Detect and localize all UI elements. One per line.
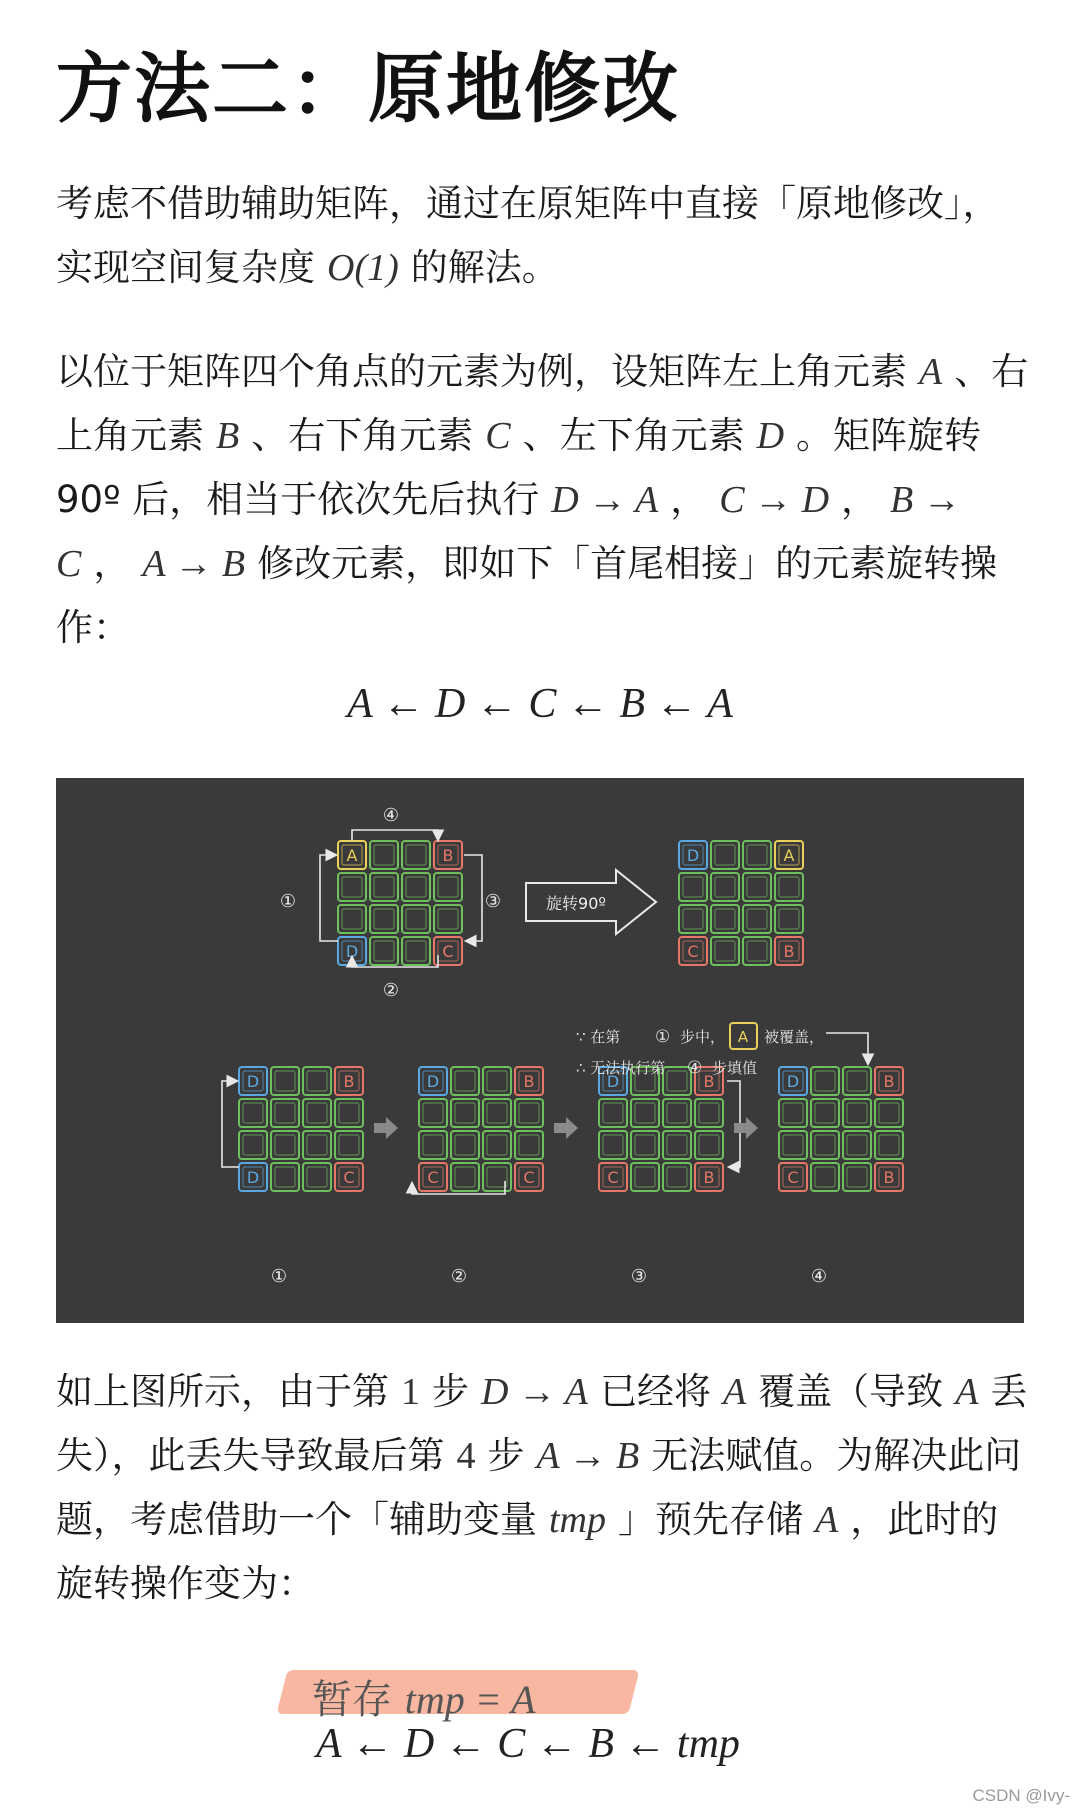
corner-letter: C	[343, 1168, 355, 1187]
grid-cell-inner	[406, 909, 426, 929]
grid-cell-inner	[455, 1071, 475, 1091]
circle-4-top: ④	[382, 805, 400, 826]
corner-letter: A	[346, 846, 358, 865]
math-a-to-b: A → B	[536, 1435, 640, 1477]
corner-letter: D	[345, 942, 359, 961]
step-transition-arrow-1	[374, 1117, 398, 1139]
math-a: A	[955, 1371, 979, 1413]
grid-cell-inner	[715, 845, 735, 865]
arrow-step4-top	[352, 830, 438, 841]
text: ，	[841, 478, 879, 521]
corner-letter: D	[686, 846, 700, 865]
math-a: A	[722, 1371, 747, 1413]
grid-cell-inner	[783, 1135, 803, 1155]
grid-cell-inner	[423, 1103, 443, 1123]
grid-cell-inner	[715, 909, 735, 929]
step-grid-4	[779, 1067, 903, 1191]
tmp-label: 暂存	[312, 1677, 392, 1723]
corner-letter: B	[783, 942, 795, 961]
grid-cell-inner	[847, 1103, 867, 1123]
grid-cell-inner	[487, 1135, 507, 1155]
grid-cell-inner	[603, 1103, 623, 1123]
step-label-2: ②	[450, 1266, 468, 1287]
page-title: 方法二：原地修改	[56, 44, 680, 133]
note-line1-c: 被覆盖，	[764, 1028, 825, 1046]
grid-cell-inner	[847, 1135, 867, 1155]
math-a: A	[815, 1499, 839, 1541]
math-step1: 1	[401, 1371, 420, 1413]
corner-letter: A	[783, 846, 795, 865]
grid-cell-inner	[747, 941, 767, 961]
step-grid-3	[599, 1067, 723, 1191]
step-transition-arrow-2	[554, 1117, 578, 1139]
rotation-equation: A ← D ← C ← B ← A	[347, 681, 733, 727]
grid-cell-inner	[699, 1103, 719, 1123]
grid-cell-inner	[275, 1071, 295, 1091]
text: ，	[93, 542, 131, 585]
grid-cell-inner	[307, 1135, 327, 1155]
grid-cell-inner	[815, 1103, 835, 1123]
corner-letter: B	[442, 846, 454, 865]
grid-cell-inner	[779, 877, 799, 897]
grid-cell-inner	[879, 1103, 899, 1123]
math-b-to-c: B → C	[56, 479, 961, 585]
text: ，	[670, 478, 708, 521]
tmp-equation-text	[312, 1668, 535, 1725]
corner-letter: D	[606, 1072, 620, 1091]
note-line2-circle: ④	[687, 1058, 703, 1078]
grid-cell-inner	[815, 1167, 835, 1187]
grid-cell-inner	[667, 1167, 687, 1187]
grid-cell-inner	[667, 1135, 687, 1155]
grid-cell-inner	[747, 909, 767, 929]
corner-paragraph	[56, 340, 1031, 660]
text: 、左下角元素	[522, 414, 745, 457]
corner-letter: B	[703, 1072, 715, 1091]
note-arrow	[826, 1033, 868, 1063]
tmp-expr: tmp = A	[404, 1677, 536, 1722]
grid-cell-inner	[635, 1103, 655, 1123]
math-step4: 4	[456, 1435, 476, 1477]
text: 如上图所示，由于第	[56, 1370, 389, 1413]
math-c-to-d: C → D	[719, 479, 830, 521]
grid-cell-inner	[374, 909, 394, 929]
step-label-4: ④	[810, 1266, 828, 1287]
rotation-diagram	[56, 778, 1024, 1323]
grid-cell-inner	[455, 1167, 475, 1187]
text: 」预先存储	[618, 1498, 803, 1541]
grid-cell-inner	[603, 1135, 623, 1155]
note-line1-circle: ①	[655, 1027, 671, 1047]
grid-cell-inner	[715, 877, 735, 897]
arrow-step3-top	[464, 855, 482, 941]
grid-cell-inner	[683, 909, 703, 929]
grid-cell-inner	[307, 1071, 327, 1091]
math-a: A	[919, 351, 943, 393]
grid-cell-inner	[667, 1071, 687, 1091]
grid-cell-inner	[715, 941, 735, 961]
rotation-figure	[56, 778, 1024, 1323]
corner-letter: C	[427, 1168, 439, 1187]
text: 修改元素，即如下「首尾相接」的元素旋转操作：	[56, 542, 998, 649]
grid-cell-inner	[747, 877, 767, 897]
math-b: B	[216, 415, 240, 457]
grid-cell-inner	[307, 1103, 327, 1123]
step-transition-arrow-3	[734, 1117, 758, 1139]
grid-cell-inner	[683, 877, 703, 897]
rotate-label: 旋转90º	[546, 894, 606, 913]
grid-cell-inner	[374, 877, 394, 897]
note-line2-a: ∴ 无法执行第	[576, 1059, 666, 1077]
grid-cell-inner	[339, 1135, 359, 1155]
grid-cell-inner	[406, 877, 426, 897]
circle-3-top: ③	[484, 891, 502, 912]
arrow-step1-top	[320, 855, 338, 941]
intro-paragraph	[56, 172, 1031, 300]
math-a-to-b: A → B	[142, 543, 246, 585]
corner-letter: B	[343, 1072, 355, 1091]
text: 、右下角元素	[251, 414, 474, 457]
corner-letter: D	[786, 1072, 800, 1091]
corner-letter: D	[246, 1072, 260, 1091]
watermark: CSDN @Ivy-	[972, 1786, 1070, 1805]
note-line1-a: ∵ 在第	[576, 1028, 621, 1046]
text: 考虑不借助辅助矩阵，通过在原矩阵中直接「原地修改」，实现空间复杂度	[56, 182, 1000, 289]
grid-cell-inner	[275, 1167, 295, 1187]
step-grid-2	[419, 1067, 543, 1191]
grid-cell-inner	[487, 1071, 507, 1091]
grid-cell-inner	[635, 1135, 655, 1155]
circle-2-top: ②	[382, 980, 400, 1001]
corner-letter: C	[523, 1168, 535, 1187]
grid-cell-inner	[374, 845, 394, 865]
grid-cell-inner	[438, 877, 458, 897]
grid-cell-inner	[815, 1135, 835, 1155]
grid-cell-inner	[879, 1135, 899, 1155]
grid-cell-inner	[275, 1103, 295, 1123]
corner-letter: B	[703, 1168, 715, 1187]
grid-cell-inner	[406, 941, 426, 961]
grid-cell-inner	[275, 1135, 295, 1155]
corner-letter: B	[883, 1168, 895, 1187]
grid-cell-inner	[243, 1135, 263, 1155]
text: 、右上角元素	[56, 350, 1029, 457]
math-tmp: tmp	[549, 1499, 606, 1541]
grid-cell-inner	[699, 1135, 719, 1155]
grid-cell-inner	[847, 1071, 867, 1091]
corner-letter: C	[787, 1168, 799, 1187]
grid-cell-inner	[455, 1135, 475, 1155]
grid-cell-inner	[339, 1103, 359, 1123]
math-d: D	[756, 415, 785, 457]
grid-cell-inner	[406, 845, 426, 865]
grid-cell-inner	[635, 1167, 655, 1187]
grid-cell-inner	[243, 1103, 263, 1123]
grid-cell-inner	[307, 1167, 327, 1187]
math-d-to-a: D → A	[551, 479, 659, 521]
grid-cell-inner	[374, 941, 394, 961]
step-grid-1	[239, 1067, 363, 1191]
text: 覆盖（导致	[758, 1370, 944, 1413]
text: 的解法。	[410, 246, 559, 289]
step-label-1: ①	[270, 1266, 288, 1287]
grid-cell-inner	[779, 909, 799, 929]
math-o1: O(1)	[327, 247, 399, 289]
corner-letter: D	[246, 1168, 260, 1187]
grid-cell-inner	[519, 1103, 539, 1123]
grid-cell-inner	[747, 845, 767, 865]
tmp-equation	[282, 1668, 642, 1723]
explanation-paragraph	[56, 1360, 1031, 1616]
grid-cell-inner	[667, 1103, 687, 1123]
corner-letter: B	[523, 1072, 535, 1091]
note-line1-box-text: A	[737, 1028, 749, 1046]
corner-letter: C	[687, 942, 699, 961]
grid-cell-inner	[455, 1103, 475, 1123]
note-line1-b: 步中，	[680, 1028, 726, 1046]
math-c: C	[485, 415, 511, 457]
arrow-step1	[222, 1081, 239, 1167]
tmp-rotation-equation: A ← D ← C ← B ← tmp	[316, 1721, 740, 1767]
corner-letter: D	[426, 1072, 440, 1091]
corner-letter: B	[883, 1072, 895, 1091]
corner-letter: C	[607, 1168, 619, 1187]
note-line2-b: 步填值	[712, 1059, 758, 1077]
grid-cell-inner	[423, 1135, 443, 1155]
step-label-3: ③	[630, 1266, 648, 1287]
text: 步	[432, 1370, 469, 1413]
text: 已经将	[599, 1370, 711, 1413]
text: 丢失），此丢失导致最后第	[56, 1370, 1028, 1477]
text: 无法赋值。为解决此问题，考虑借助一个「辅助变量	[56, 1434, 1022, 1541]
grid-cell-inner	[815, 1071, 835, 1091]
grid-cell-inner	[847, 1167, 867, 1187]
grid-cell-inner	[783, 1103, 803, 1123]
grid-cell-inner	[519, 1135, 539, 1155]
top-right-grid	[679, 841, 803, 965]
top-left-grid	[338, 841, 462, 965]
grid-cell-inner	[487, 1103, 507, 1123]
grid-cell-inner	[487, 1167, 507, 1187]
grid-cell-inner	[342, 909, 362, 929]
grid-cell-inner	[342, 877, 362, 897]
text: ，此时的旋转操作变为：	[56, 1498, 999, 1605]
text: 以位于矩阵四个角点的元素为例，设矩阵左上角元素	[56, 350, 907, 393]
corner-letter: C	[442, 942, 454, 961]
text: 步	[487, 1434, 525, 1477]
math-d-to-a: D → A	[481, 1371, 588, 1413]
text: 。矩阵旋转 90º 后，相当于依次先后执行	[56, 414, 982, 521]
grid-cell-inner	[438, 909, 458, 929]
circle-1-top: ①	[279, 891, 297, 912]
